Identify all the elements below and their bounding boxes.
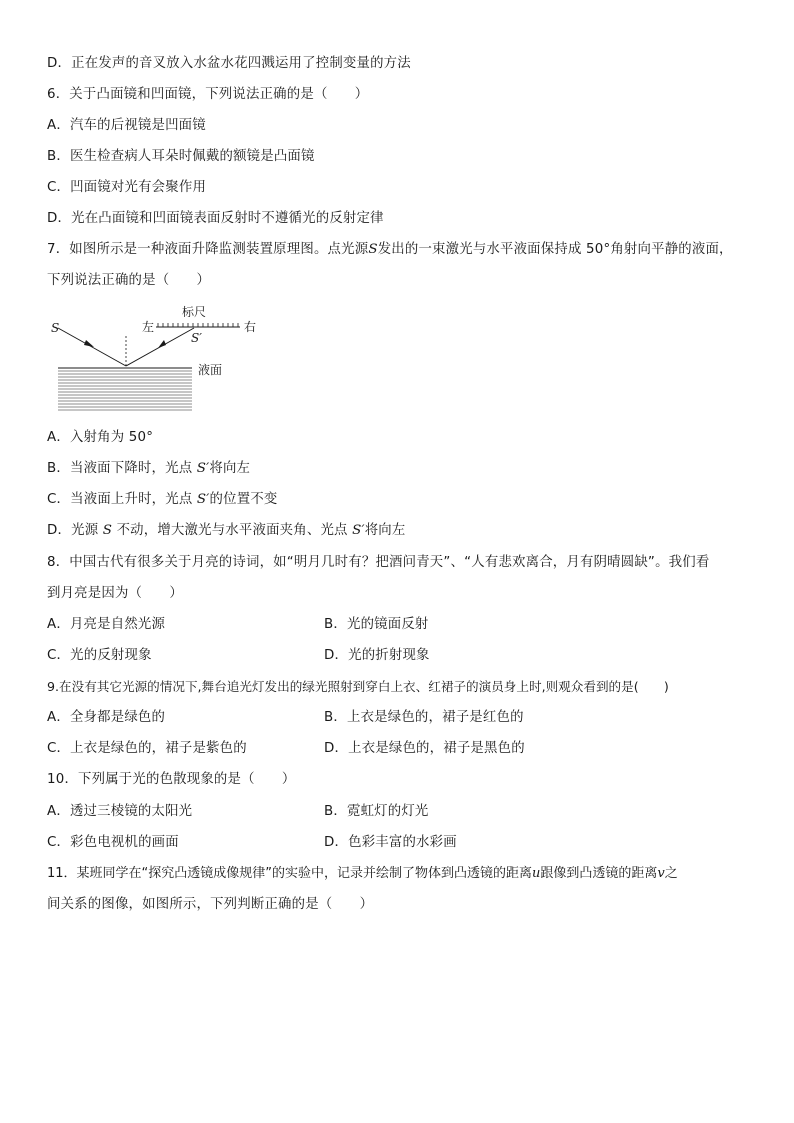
ruler xyxy=(156,323,240,327)
reflected-ray xyxy=(126,328,194,366)
liquid-surface-label: 液面 xyxy=(198,363,223,377)
q7-option-c-text-a: C．当液面上升时，光点 xyxy=(47,492,197,507)
q11-stem-text-a: 11．某班同学在“探究凸透镜成像规律”的实验中，记录并绘制了物体到凸透镜的距离 xyxy=(47,866,533,881)
q11-stem-line1 xyxy=(47,864,678,884)
q7-stem-line1 xyxy=(47,240,733,260)
q11-stem-text-b: 跟像到凸透镜的距离 xyxy=(540,866,658,881)
incident-ray xyxy=(58,328,126,366)
q6-option-d: D．光在凸面镜和凹面镜表面反射时不遵循光的反射定律 xyxy=(47,211,384,226)
q7-stem-line2: 下列说法正确的是（ ） xyxy=(47,273,211,288)
q7-stem-text-a: 7．如图所示是一种液面升降监测装置原理图。点光源 xyxy=(47,242,369,257)
q7-option-a: A．入射角为 50° xyxy=(47,430,154,445)
q11-stem-text-c: 之 xyxy=(664,866,678,881)
q7-option-c-symbol: S′ xyxy=(196,492,210,507)
q8-stem-line2: 到月亮是因为（ ） xyxy=(47,586,183,601)
q7-liquid-level-diagram xyxy=(50,300,270,415)
ruler-label: 标尺 xyxy=(182,305,207,319)
q7-stem-text-b: 发出的一束激光与水平液面保持成 50°角射向平静的液面， xyxy=(377,242,733,257)
q7-option-b-symbol: S′ xyxy=(196,461,210,476)
q8-option-a: A．月亮是自然光源 xyxy=(47,617,166,632)
q6-option-c: C．凹面镜对光有会聚作用 xyxy=(47,180,207,195)
q11-stem-line2: 间关系的图像，如图所示，下列判断正确的是（ ） xyxy=(47,897,374,912)
q9-option-b: B．上衣是绿色的，裙子是红色的 xyxy=(324,710,524,725)
q7-option-d-text-a: D．光源 xyxy=(47,523,103,538)
q7-option-b-text-a: B．当液面下降时，光点 xyxy=(47,461,197,476)
q7-option-c-text-b: 的位置不变 xyxy=(209,492,278,507)
ruler-right-label: 右 xyxy=(244,320,257,334)
q6-option-b: B．医生检查病人耳朵时佩戴的额镜是凸面镜 xyxy=(47,149,315,164)
q7-option-d xyxy=(47,521,405,541)
q8-stem-line1: 8．中国古代有很多关于月亮的诗词，如“明月几时有？把酒问青天”、“人有悲欢离合，月有阴晴圆缺”。我们看 xyxy=(47,555,710,570)
q7-option-d-symbol-2: S′ xyxy=(352,523,365,538)
q5-option-d: D．正在发声的音叉放入水盆水花四溅运用了控制变量的方法 xyxy=(47,56,411,71)
q7-option-b-text-b: 将向左 xyxy=(209,461,251,476)
q9-option-d: D．上衣是绿色的，裙子是黑色的 xyxy=(324,741,525,756)
q10-option-c: C．彩色电视机的画面 xyxy=(47,835,179,850)
q8-option-b: B．光的镜面反射 xyxy=(324,617,429,632)
light-source-label: S xyxy=(51,321,60,335)
light-spot-label: S′ xyxy=(191,331,202,345)
q8-option-d: D．光的折射现象 xyxy=(324,648,430,663)
q10-stem: 10．下列属于光的色散现象的是（ ） xyxy=(47,772,296,787)
q7-option-d-text-b: 不动，增大激光与水平液面夹角、光点 xyxy=(112,523,353,538)
q7-option-d-symbol: S xyxy=(102,523,113,538)
q6-option-a: A．汽车的后视镜是凹面镜 xyxy=(47,118,206,133)
q10-option-a: A．透过三棱镜的太阳光 xyxy=(47,804,193,819)
q9-option-a: A．全身都是绿色的 xyxy=(47,710,166,725)
q10-option-d: D．色彩丰富的水彩画 xyxy=(324,835,457,850)
q7-option-c xyxy=(47,490,278,510)
q11-symbol-u: u xyxy=(532,866,541,881)
q9-stem: 9.在没有其它光源的情况下,舞台追光灯发出的绿光照射到穿白上衣、红裙子的演员身上时,则观众看到的是( ) xyxy=(47,679,669,694)
q11-symbol-v: v xyxy=(657,866,665,881)
q6-stem: 6．关于凸面镜和凹面镜，下列说法正确的是（ ） xyxy=(47,87,369,102)
liquid-body xyxy=(58,368,192,410)
ruler-left-label: 左 xyxy=(142,320,155,334)
q7-stem-source-symbol: S xyxy=(368,242,378,257)
q9-option-c: C．上衣是绿色的，裙子是紫色的 xyxy=(47,741,247,756)
q7-option-d-text-c: 将向左 xyxy=(364,523,406,538)
q10-option-b: B．霓虹灯的灯光 xyxy=(324,804,429,819)
q8-option-c: C．光的反射现象 xyxy=(47,648,152,663)
q7-option-b xyxy=(47,459,250,479)
